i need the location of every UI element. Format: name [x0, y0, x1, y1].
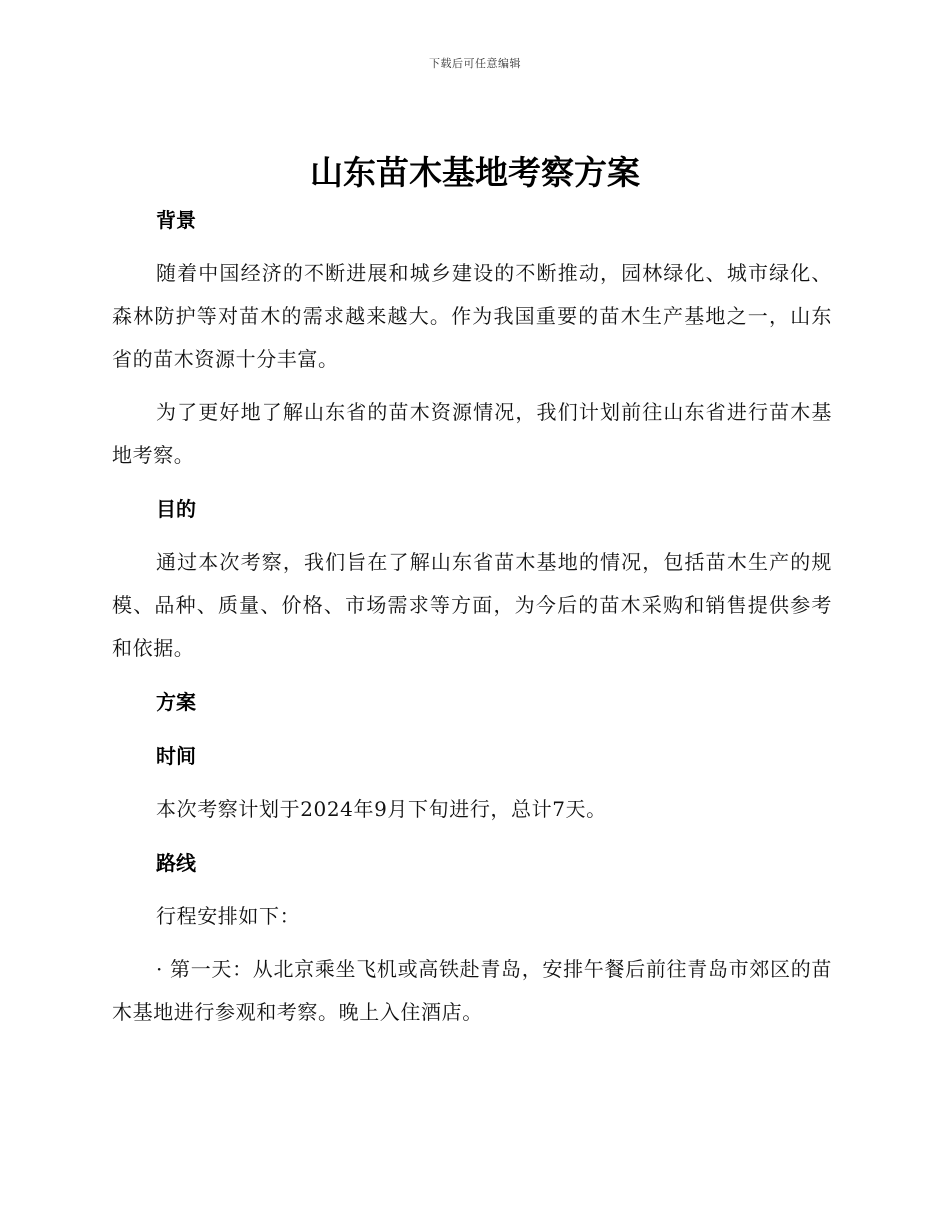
section-heading-route: 路线 [156, 851, 196, 875]
document-title: 山东苗木基地考察方案 [310, 153, 640, 192]
background-paragraph-2: 为了更好地了解山东省的苗木资源情况，我们计划前往山东省进行苗木基地考察。 [112, 400, 832, 467]
section-heading-purpose: 目的 [156, 497, 196, 521]
section-heading-plan: 方案 [156, 690, 196, 714]
section-heading-time: 时间 [156, 744, 196, 768]
route-paragraph-2: · 第一天：从北京乘坐飞机或高铁赴青岛，安排午餐后前往青岛市郊区的苗木基地进行参观和考察。晚上入住酒店。 [112, 957, 832, 1024]
route-paragraph-1: 行程安排如下： [156, 904, 301, 928]
time-paragraph-1: 本次考察计划于2024年9月下旬进行，总计7天。 [156, 797, 607, 821]
document-body [112, 198, 832, 1044]
section-heading-background: 背景 [156, 208, 196, 232]
background-paragraph-1: 随着中国经济的不断进展和城乡建设的不断推动，园林绿化、城市绿化、森林防护等对苗木的需求越来越大。作为我国重要的苗木生产基地之一，山东省的苗木资源十分丰富。 [112, 261, 832, 371]
purpose-paragraph-1: 通过本次考察，我们旨在了解山东省苗木基地的情况，包括苗木生产的规模、品种、质量、价格、市场需求等方面，为今后的苗木采购和销售提供参考和依据。 [112, 550, 832, 660]
header-note: 下载后可任意编辑 [429, 57, 521, 70]
